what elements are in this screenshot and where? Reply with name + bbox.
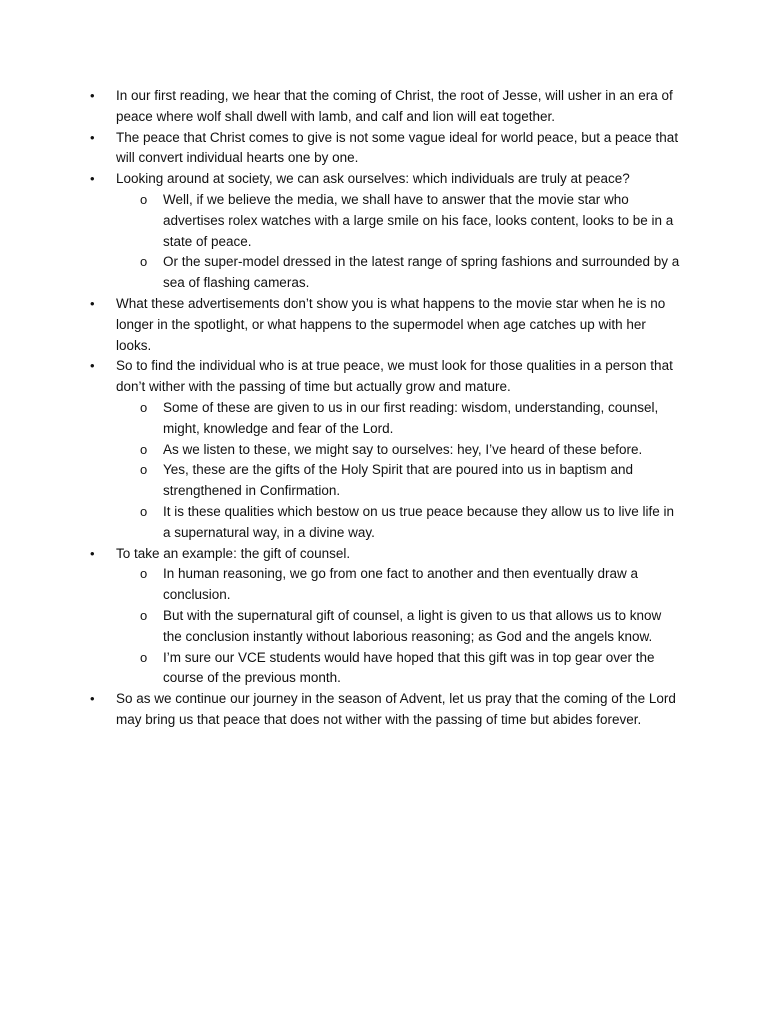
sub-bullet-marker: o [140, 254, 148, 270]
sub-bullet-marker: o [140, 649, 148, 665]
sub-list-item-text: Some of these are given to us in our first reading: wisdom, understanding, counsel, might, knowledge and fear of the Lord. [163, 399, 659, 436]
sub-list-item [0, 502, 681, 544]
sub-list-item [0, 398, 681, 440]
bullet-marker: • [90, 171, 95, 187]
sub-list-item-text: I’m sure our VCE students would have hoped that this gift was in top gear over the course of the previous month. [163, 649, 655, 686]
bullet-marker: • [90, 691, 95, 707]
sub-list-item [0, 606, 681, 648]
sub-bullet-marker: o [140, 462, 148, 478]
sub-bullet-marker: o [140, 441, 148, 457]
sub-bullet-marker: o [140, 503, 148, 519]
list-item [0, 356, 681, 398]
list-item-text: Looking around at society, we can ask ourselves: which individuals are truly at peace? [116, 171, 630, 187]
sub-list-item-text: Yes, these are the gifts of the Holy Spirit that are poured into us in baptism and strengthened in Confirmation. [163, 462, 634, 499]
sub-list-item-text: Well, if we believe the media, we shall have to answer that the movie star who advertises rolex watches with a large smile on his face, looks content, looks to be in a state of peace. [163, 191, 674, 249]
sub-list-item-text: As we listen to these, we might say to ourselves: hey, I’ve heard of these before. [163, 441, 643, 457]
sub-list-item [0, 564, 681, 606]
list-item [0, 86, 681, 128]
sub-list-item-text: In human reasoning, we go from one fact to another and then eventually draw a conclusion. [163, 566, 639, 603]
sub-bullet-marker: o [140, 607, 148, 623]
list-item-text: So to find the individual who is at true peace, we must look for those qualities in a person that don’t wither with the passing of time but actually grow and mature. [116, 358, 673, 395]
bullet-marker: • [90, 88, 95, 103]
sub-list-item [0, 460, 681, 502]
sub-bullet-marker: o [140, 566, 148, 582]
bullet-marker: • [90, 545, 95, 561]
list-item-text: What these advertisements don’t show you is what happens to the movie star when he is no longer in the spotlight, or what happens to the supermodel when age catches up with her looks. [116, 295, 666, 353]
list-item [0, 689, 681, 731]
list-item [0, 294, 681, 356]
sub-list-item [0, 648, 681, 690]
bullet-marker: • [90, 295, 95, 311]
bullet-marker: • [90, 129, 95, 145]
sub-list-item [0, 252, 681, 294]
sub-list-item-text: It is these qualities which bestow on us true peace because they allow us to live life in a supernatural way, in a divine way. [163, 503, 675, 540]
list-item [0, 544, 681, 565]
sub-list-item [0, 440, 681, 461]
list-item-text: The peace that Christ comes to give is not some vague ideal for world peace, but a peace that will convert individual hearts one by one. [116, 129, 679, 166]
list-item [0, 128, 681, 170]
list-item-text: To take an example: the gift of counsel. [116, 545, 351, 561]
sub-bullet-marker: o [140, 399, 148, 415]
sub-list-item [0, 190, 681, 252]
sub-bullet-marker: o [140, 191, 148, 207]
list-item-text: In our first reading, we hear that the coming of Christ, the root of Jesse, will usher in an era of peace where wolf shall dwell with lamb, and calf and lion will eat together. [116, 88, 673, 124]
list-item-text: So as we continue our journey in the season of Advent, let us pray that the coming of the Lord may bring us that peace that does not wither with the passing of time but abides forever. [116, 691, 676, 727]
bullet-list [0, 86, 768, 731]
sub-list-item-text: Or the super-model dressed in the latest range of spring fashions and surrounded by a sea of flashing cameras. [163, 254, 680, 291]
sub-list-item-text: But with the supernatural gift of counsel, a light is given to us that allows us to know the conclusion instantly without laborious reasoning; as God and the angels know. [163, 607, 662, 644]
list-item [0, 169, 681, 190]
bullet-marker: • [90, 358, 95, 374]
